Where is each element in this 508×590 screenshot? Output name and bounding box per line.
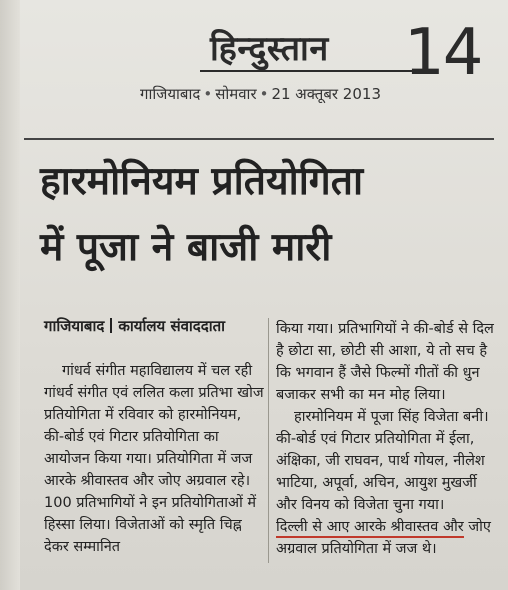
page-number: 14: [404, 16, 482, 90]
column-2-paragraph-3: [276, 516, 494, 560]
newspaper-brand: हिन्दुस्तान: [210, 29, 329, 69]
byline-city: गाजियाबाद: [44, 317, 105, 335]
byline-author: कार्यालय संवाददाता: [118, 317, 226, 335]
dateline-date: 21 अक्तूबर 2013: [271, 85, 381, 103]
byline: [44, 316, 225, 336]
article-column-1: [44, 360, 264, 558]
masthead: [0, 0, 508, 130]
column-2-paragraph-3-rest: जोए अग्रवाल प्रतियोगिता में जज थे।: [276, 519, 491, 557]
column-2-paragraph-1: किया गया। प्रतिभागियों ने की-बोर्ड से दिल है छोटा सा, छोटी सी आशा, ये तो सच है कि भगवान हैं जैसे फिल्मों गीतों की धुन बजाकर सभी का मन मोह लिया।: [276, 321, 494, 403]
headline-line-1: हारमोनियम प्रतियोगिता: [40, 159, 364, 204]
headline-line-2: में पूजा ने बाजी मारी: [40, 225, 332, 270]
column-2-paragraph-2: हारमोनियम में पूजा सिंह विजेता बनी। की-बोर्ड एवं गिटार प्रतियोगिता में ईला, अंक्षिका, जी राघवन, पार्थ गोयल, नीलेश भाटिया, अपूर्वा, अचिन, आयुश मुखर्जी और विनय को विजेता चुना गया।: [276, 409, 489, 513]
byline-separator: [110, 318, 112, 333]
section-divider: [24, 138, 494, 140]
dateline-city: गाजियाबाद: [140, 85, 201, 103]
highlighted-phrase: दिल्ली से आए आरके श्रीवास्तव और: [276, 519, 464, 538]
column-1-text: गांधर्व संगीत महाविद्यालय में चल रही गांधर्व संगीत एवं ललित कला प्रतिभा खोज प्रतियोगिता में रविवार को हारमोनियम, की-बोर्ड एवं गिटार प्रतियोगिता का आयोजन किया गया। प्रतियोगिता में जज आरके श्रीवास्तव और जोए अग्रवाल रहे। 100 प्रतिभागियों ने इन प्रतियोगिताओं में हिस्सा लिया। विजेताओं को स्मृति चिह्न देकर सम्मानित: [44, 363, 264, 555]
column-divider: [268, 318, 269, 563]
dateline: गाजियाबाद • सोमवार • 21 अक्तूबर 2013: [140, 85, 381, 103]
dateline-day: सोमवार: [215, 85, 257, 103]
brand-underline: [200, 70, 412, 72]
article-column-2: [276, 318, 494, 560]
